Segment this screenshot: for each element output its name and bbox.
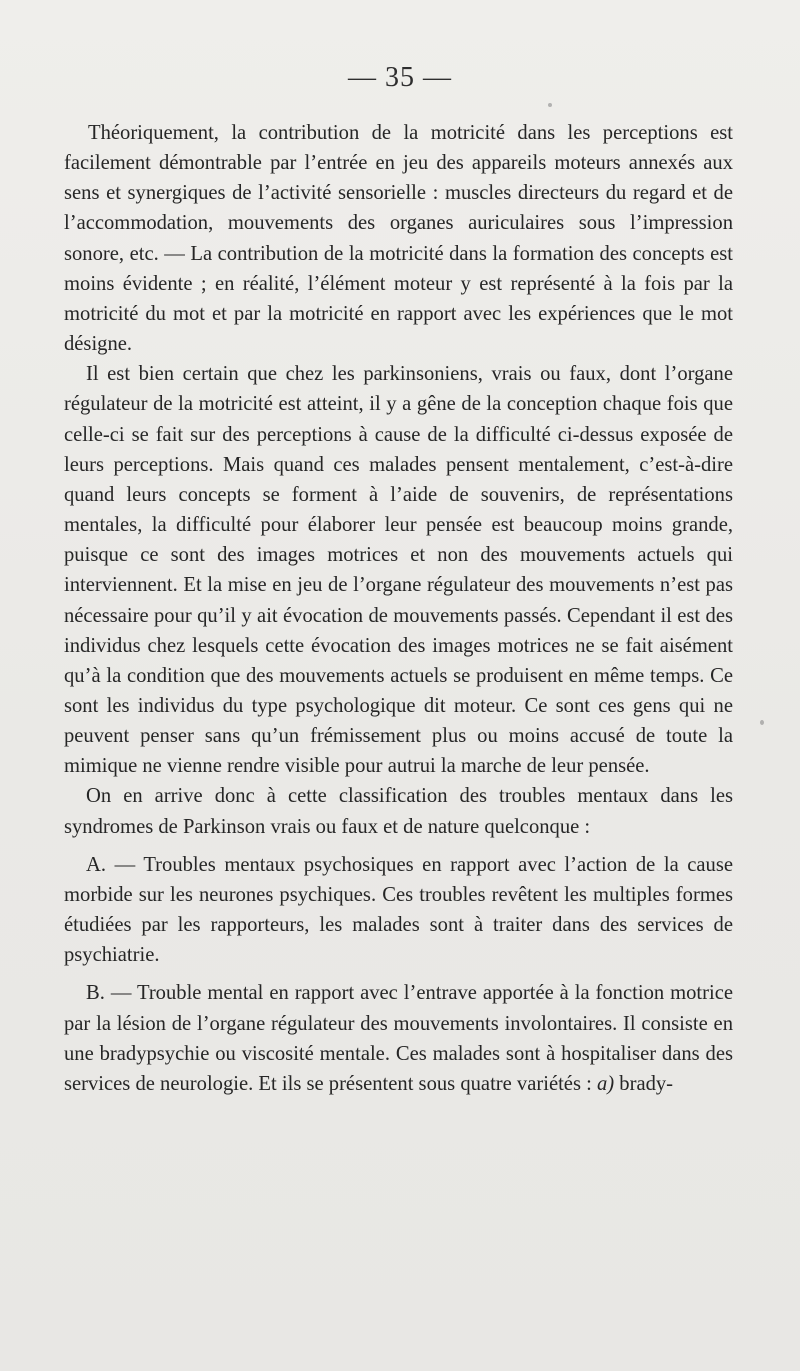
paragraph-parkinsonians: Il est bien certain que chez les parkinsoniens, vrais ou faux, dont l’organe régulateur de la motricité est atteint, il y a gêne de la conception chaque fois que celle-ci se fait sur des perceptions à cause de la difficulté ci-dessus exposée de leurs perceptions. Mais quand ces malades pensent mentalement, c’est-à-dire quand leurs concepts se forment à l’aide de souvenirs, de représentations mentales, la difficulté pour élaborer leur pensée est beaucoup moins grande, puisque ce sont des images motrices et non des mouvements actuels qui interviennent. Et la mise en jeu de l’organe régulateur des mouvements n’est pas nécessaire pour qu’il y ait évocation de mouvements passés. Cependant il est des individus chez lesquels cette évocation des images motrices ne se fait aisément qu’à la condition que des mouvements actuels se produisent en même temps. Ce sont les individus du type psychologique dit moteur. Ce sont ces gens qui ne peuvent penser sans qu’un frémissement plus ou moins accusé de toute la mimique ne vienne rendre visible pour autrui la marche de leur pensée. bbox=[64, 363, 733, 778]
page-number: — 35 — bbox=[348, 62, 452, 93]
paragraph-perception-motricity: Théoriquement, la contribution de la motricité dans les perceptions est facilement démontrable par l’entrée en jeu des appareils moteurs annexés aux sens et synergiques de l’activité sensorielle : muscles directeurs du regard et de l’accommodation, mouvements des organes auriculaires sous l’impression sonore, etc. — La contribution de la motricité dans la formation des concepts est moins évidente ; en réalité, l’élément moteur y est représenté à la fois par la motricité du mot et par la motricité en rapport avec les expériences que le mot désigne. bbox=[64, 122, 733, 356]
paragraph-category-b bbox=[64, 978, 733, 1099]
variety-marker: a) bbox=[596, 1072, 615, 1095]
print-speck bbox=[760, 720, 764, 725]
paragraph-b-continuation: brady- bbox=[614, 1072, 674, 1095]
paragraph-b-text: B. — Trouble mental en rapport avec l’entrave apportée à la fonction motrice par la lésion de l’organe régulateur des mouvements involontaires. Il consiste en une bradypsychie ou viscosité mentale. Ces malades sont à hospitaliser dans des services de neurologie. Et ils se présentent sous quatre variétés : bbox=[64, 982, 733, 1095]
paragraph-category-a: A. — Troubles mentaux psychosiques en rapport avec l’action de la cause morbide sur les neurones psychiques. Ces troubles revêtent les multiples formes étudiées par les rapporteurs, les malades sont à traiter dans des services de psychiatrie. bbox=[64, 853, 733, 967]
paragraph-classification-intro: On en arrive donc à cette classification des troubles mentaux dans les syndromes de Parkinson vrais ou faux et de nature quelconque : bbox=[64, 785, 733, 838]
print-speck bbox=[548, 103, 552, 107]
body-text bbox=[64, 118, 733, 1099]
